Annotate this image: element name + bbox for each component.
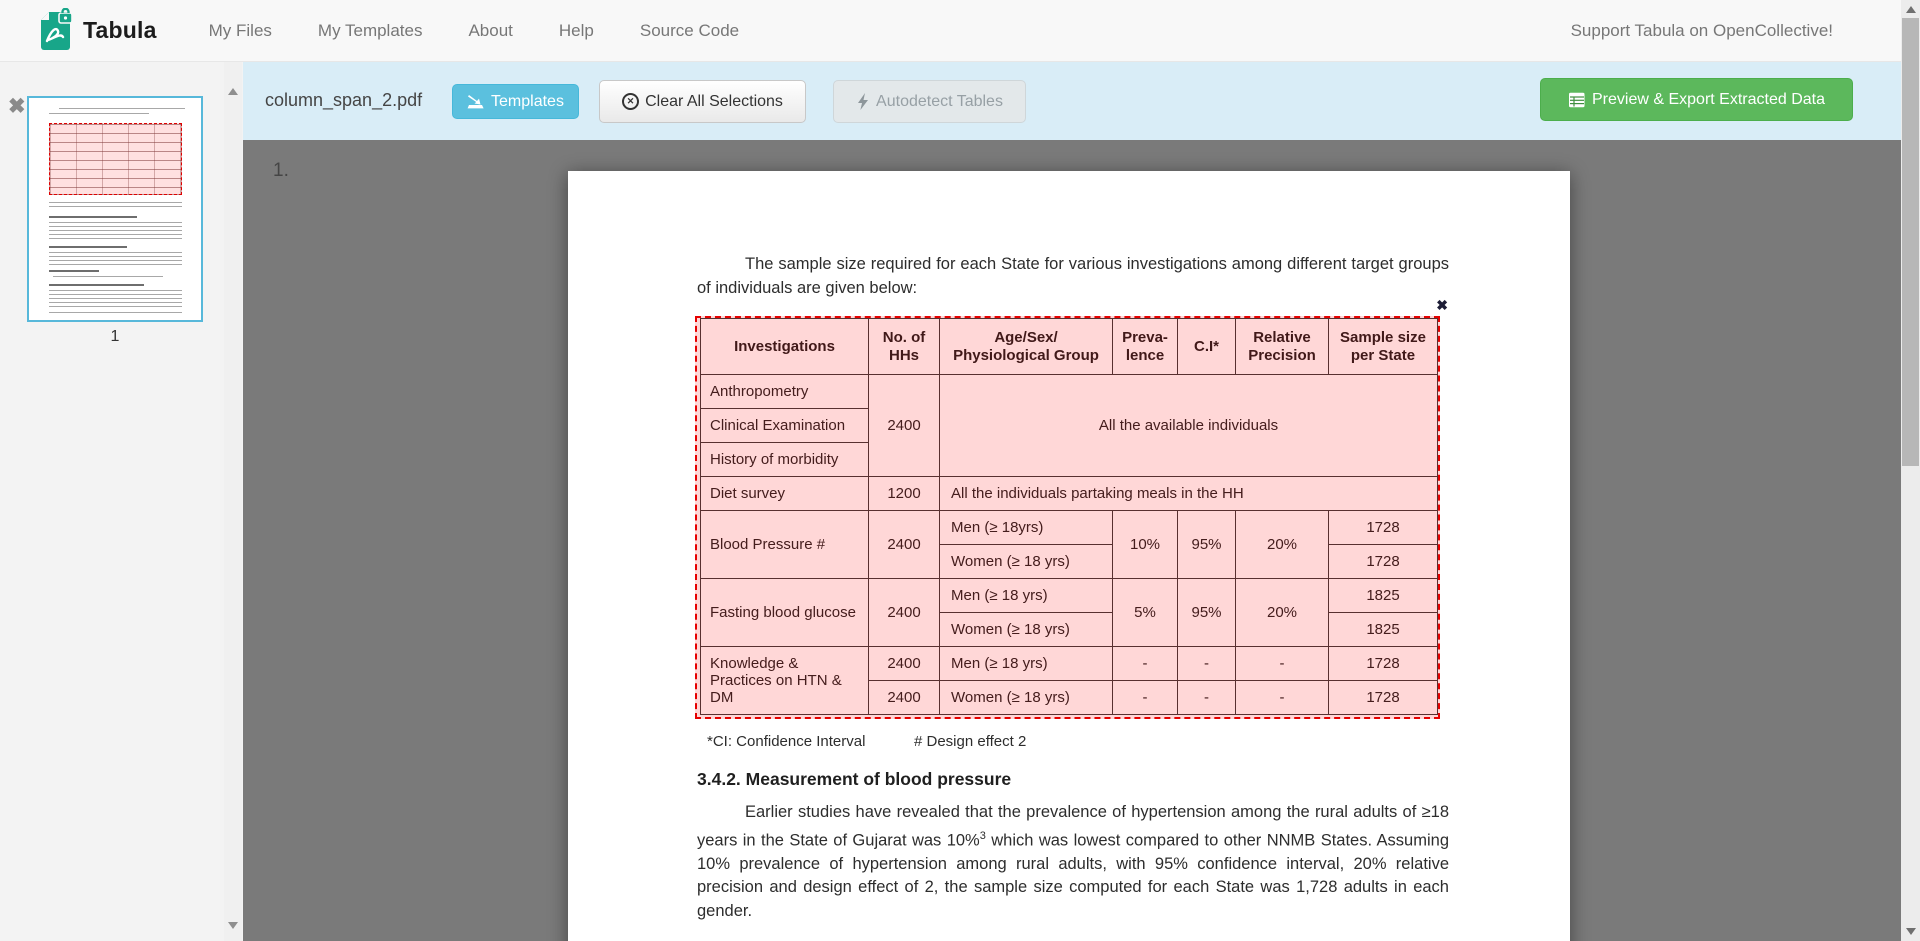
table-row: Clinical Examination — [701, 409, 1438, 443]
sidebar — [0, 62, 243, 941]
table-row: 2400 Women (≥ 18 yrs) - - - 1728 — [701, 681, 1438, 715]
page-thumbnail-preview — [29, 98, 201, 320]
table-header-row: Investigations No. of HHs Age/Sex/ Physiological Group Preva- lence C.I* Relative Precision Sample size per State — [701, 319, 1438, 375]
page-marker-label: 1. — [273, 160, 289, 181]
export-table-icon — [1568, 92, 1586, 108]
nav-item-help[interactable]: Help — [558, 20, 594, 40]
clear-selections-icon: ✕ — [622, 93, 639, 110]
scroll-up-icon[interactable] — [1906, 6, 1916, 13]
section-heading: 3.4.2. Measurement of blood pressure — [697, 769, 1012, 789]
autodetect-button-label: Autodetect Tables — [876, 92, 1003, 110]
pdf-page[interactable] — [568, 171, 1570, 941]
clear-button-label: Clear All Selections — [645, 92, 783, 110]
sidebar-scroll-up-icon[interactable] — [228, 88, 238, 95]
scroll-down-icon[interactable] — [1906, 928, 1916, 935]
nav-item-about[interactable]: About — [468, 20, 513, 40]
sidebar-scrollbar[interactable] — [224, 62, 242, 941]
table-row: Women (≥ 18 yrs) 1728 — [701, 545, 1438, 579]
templates-button[interactable] — [452, 84, 579, 119]
table-footnotes — [707, 733, 1027, 750]
thumbnail-page-number: 1 — [110, 328, 120, 345]
thumbnail-selection-box — [49, 123, 182, 195]
pdf-intro-paragraph: The sample size required for each State for various investigations among different target groups of individuals are given below: — [697, 255, 1449, 297]
templates-button-label: Templates — [491, 92, 564, 110]
footnote-design-effect: # Design effect 2 — [914, 733, 1027, 750]
nav-item-my-files[interactable]: My Files — [208, 20, 272, 40]
support-link[interactable]: Support Tabula on OpenCollective! — [1570, 20, 1833, 40]
remove-file-icon[interactable]: ✖ — [8, 95, 26, 118]
pdf-body-paragraph: Earlier studies have revealed that the prevalence of hypertension among the rural adults of ≥18 years in the State of Gujarat was 10%$^3$ which was lowest compared to other NNMB States. Assuming 10% prevalence of hypertension among rural adults, with 95% confidence interval, 20% relative precision and design effect of 2, the sample size computed for each State was 1,728 adults in each gender. — [697, 803, 1449, 920]
navbar — [0, 0, 1901, 62]
table-selection-box[interactable] — [695, 297, 1448, 719]
tabula-logo-icon — [36, 8, 74, 54]
delete-selection-icon[interactable]: ✖ — [1436, 297, 1448, 313]
templates-icon — [467, 94, 485, 110]
sidebar-scroll-down-icon[interactable] — [228, 922, 238, 929]
table-row: Diet survey 1200 All the individuals partaking meals in the HH — [701, 477, 1438, 511]
table-row: Fasting blood glucose 2400 Men (≥ 18 yrs) 5% 95% 20% 1825 — [701, 579, 1438, 613]
toolbar — [243, 62, 1901, 140]
autodetect-tables-button[interactable] — [833, 80, 1026, 123]
main-scrollbar[interactable] — [1901, 0, 1920, 941]
footnote-ci: *CI: Confidence Interval — [707, 733, 866, 750]
scrollbar-thumb[interactable] — [1902, 18, 1919, 466]
clear-all-selections-button[interactable] — [599, 80, 806, 123]
document-workspace — [243, 140, 1901, 941]
table-row: History of morbidity — [701, 443, 1438, 477]
preview-export-button[interactable] — [1540, 78, 1853, 121]
nav-item-source-code[interactable]: Source Code — [639, 20, 740, 40]
nav-item-my-templates[interactable]: My Templates — [317, 20, 423, 40]
table-row: Anthropometry 2400 All the available individuals — [701, 375, 1438, 409]
export-button-label: Preview & Export Extracted Data — [1592, 90, 1825, 108]
table-row: Knowledge & Practices on HTN & DM 2400 Men (≥ 18 yrs) - - - 1728 — [701, 647, 1438, 681]
table-row: Women (≥ 18 yrs) 1825 — [701, 613, 1438, 647]
nav-links — [209, 21, 739, 41]
brand-home-link[interactable] — [36, 8, 157, 54]
brand-title: Tabula — [83, 17, 157, 43]
table-row: Blood Pressure # 2400 Men (≥ 18yrs) 10% 95% 20% 1728 — [701, 511, 1438, 545]
open-filename: column_span_2.pdf — [265, 90, 423, 110]
page-thumbnail[interactable] — [27, 96, 203, 322]
lightning-bolt-icon — [856, 93, 870, 110]
